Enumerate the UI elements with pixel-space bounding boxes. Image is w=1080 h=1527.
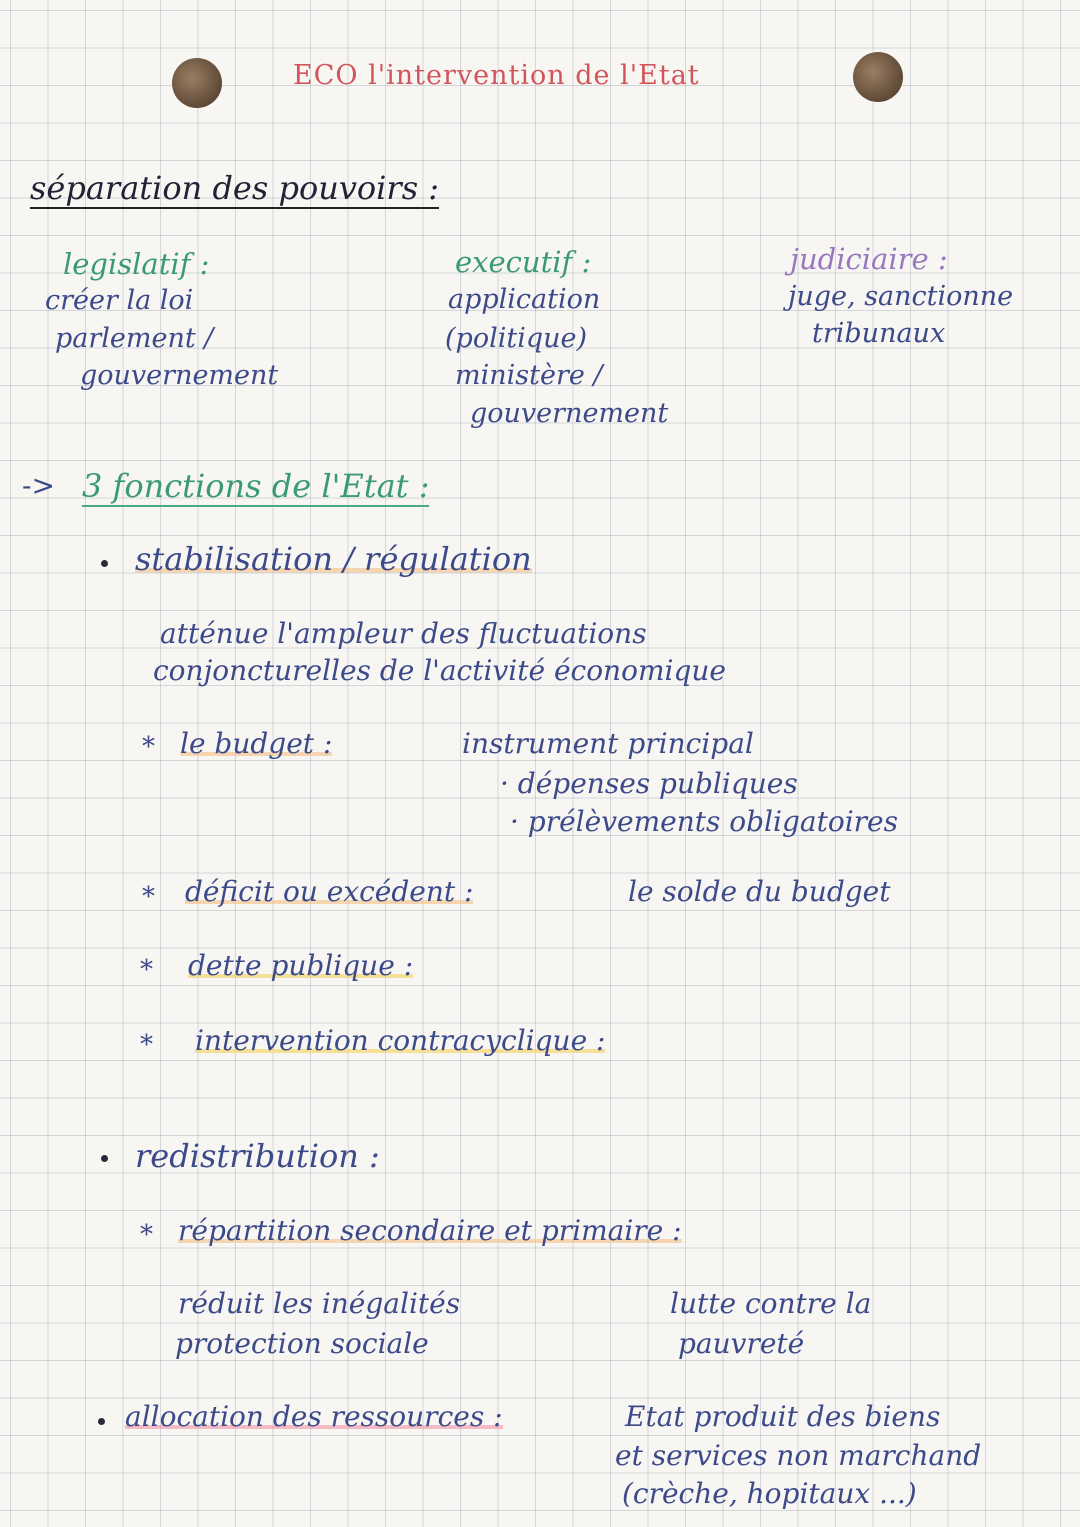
column-line: créer la loi	[45, 285, 194, 316]
star-icon: *	[140, 1030, 153, 1060]
column-line: juge, sanctionne	[788, 281, 1014, 312]
redistribution-right-line: pauvreté	[678, 1327, 805, 1360]
repartition-item: répartition secondaire et primaire :	[178, 1214, 682, 1247]
bullet-icon	[101, 1155, 108, 1162]
section-heading-fonctions: 3 fonctions de l'Etat :	[82, 467, 430, 505]
section-heading-separation: séparation des pouvoirs :	[30, 169, 440, 207]
allocation-desc-line: et services non marchand	[615, 1439, 982, 1472]
subheading-redistribution: redistribution :	[135, 1137, 380, 1175]
column-line: gouvernement	[80, 360, 279, 391]
allocation-desc-line: (crèche, hopitaux ...)	[622, 1477, 917, 1510]
column-line: gouvernement	[470, 398, 669, 429]
star-icon: *	[140, 955, 153, 985]
deficit-item: déficit ou excédent :	[185, 875, 474, 908]
bullet-icon	[98, 1418, 105, 1425]
arrow-icon: ->	[22, 469, 55, 502]
column-line: ministère /	[455, 360, 603, 391]
column-line: tribunaux	[812, 318, 946, 349]
column-line: application	[448, 284, 601, 315]
column-line: (politique)	[445, 323, 588, 354]
redistribution-left-line: réduit les inégalités	[178, 1287, 461, 1320]
stabilisation-desc-line: conjoncturelles de l'activité économique	[153, 654, 726, 687]
redistribution-left-line: protection sociale	[175, 1327, 429, 1360]
punch-hole-left	[172, 58, 222, 108]
budget-item: · dépenses publiques	[500, 767, 798, 800]
allocation-desc-line: Etat produit des biens	[625, 1400, 941, 1433]
star-icon: *	[142, 732, 155, 762]
punch-hole-right	[853, 52, 903, 102]
column-head-executif: executif :	[455, 245, 592, 279]
column-head-judiciaire: judiciaire :	[790, 242, 948, 276]
bullet-icon	[101, 560, 108, 567]
redistribution-right-line: lutte contre la	[670, 1287, 872, 1320]
budget-item: · prélèvements obligatoires	[510, 805, 898, 838]
budget-label: le budget :	[180, 727, 333, 760]
star-icon: *	[142, 882, 155, 912]
contracyclique-item: intervention contracyclique :	[195, 1024, 606, 1057]
star-icon: *	[140, 1220, 153, 1250]
stabilisation-desc-line: atténue l'ampleur des fluctuations	[160, 617, 647, 650]
budget-desc: instrument principal	[462, 727, 754, 760]
subheading-stabilisation: stabilisation / régulation	[135, 540, 532, 578]
column-line: parlement /	[55, 323, 214, 354]
solde-desc: le solde du budget	[628, 875, 891, 908]
page-title: ECO l'intervention de l'Etat	[293, 60, 700, 91]
column-head-legislatif: legislatif :	[63, 247, 210, 281]
subheading-allocation: allocation des ressources :	[125, 1400, 503, 1433]
dette-item: dette publique :	[188, 949, 414, 982]
